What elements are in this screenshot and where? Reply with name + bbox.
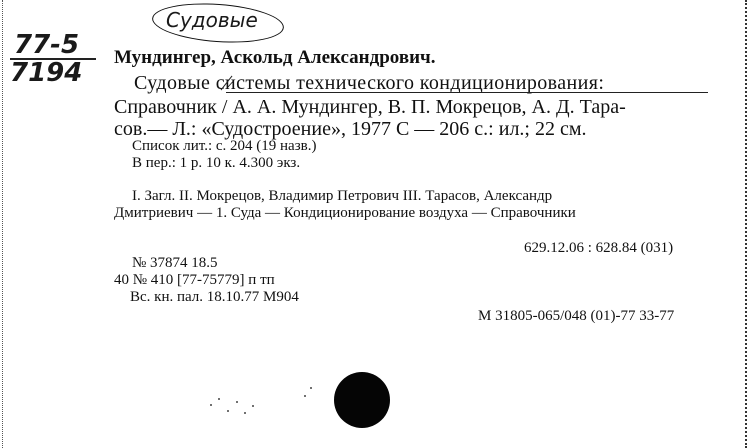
- description-line-3: сов.— Л.: «Судостроение», 1977 С — 206 с.: ил.; 22 см.: [114, 118, 587, 140]
- card-left-edge: [2, 0, 3, 448]
- scan-speck: [310, 387, 312, 389]
- scan-speck: [304, 395, 306, 397]
- card-punch-hole: [334, 372, 390, 428]
- record-number-2: 40 № 410 [77-75779] п тп: [114, 272, 275, 288]
- card-right-edge: [745, 0, 747, 448]
- series-code: М 31805-065/048 (01)-77 33-77: [478, 308, 675, 324]
- record-number-3: Вс. кн. пал. 18.10.77 М904: [130, 289, 299, 305]
- title-underline: [226, 92, 708, 93]
- scan-speck: [210, 404, 212, 406]
- handwritten-code-top: 77-5: [14, 30, 80, 60]
- author-heading: Мундингер, Аскольд Александрович.: [114, 47, 436, 68]
- scan-speck: [252, 405, 254, 407]
- tracing-line-2: Дмитриевич — 1. Суда — Кондиционирование воздуха — Справочники: [114, 205, 576, 221]
- scan-speck: [244, 412, 246, 414]
- price-note: В пер.: 1 р. 10 к. 4.300 экз.: [132, 155, 301, 171]
- scan-speck: [227, 410, 229, 412]
- handwritten-code-bottom: 7194: [10, 58, 83, 88]
- udc-classification: 629.12.06 : 628.84 (031): [524, 240, 674, 256]
- tracing-line-1: I. Загл. II. Мокрецов, Владимир Петрович III. Тарасов, Александр: [132, 188, 553, 204]
- description-line-2: Справочник / А. А. Мундингер, В. П. Мокрецов, А. Д. Тара-: [114, 96, 626, 118]
- record-number-1: № 37874 18.5: [132, 255, 218, 271]
- handwritten-note: Судовые: [166, 8, 258, 32]
- title-line: Судовые системы технического кондиционирования:: [134, 72, 605, 94]
- scan-speck: [218, 398, 220, 400]
- bibliography-note: Список лит.: с. 204 (19 назв.): [132, 138, 317, 154]
- scan-speck: [236, 401, 238, 403]
